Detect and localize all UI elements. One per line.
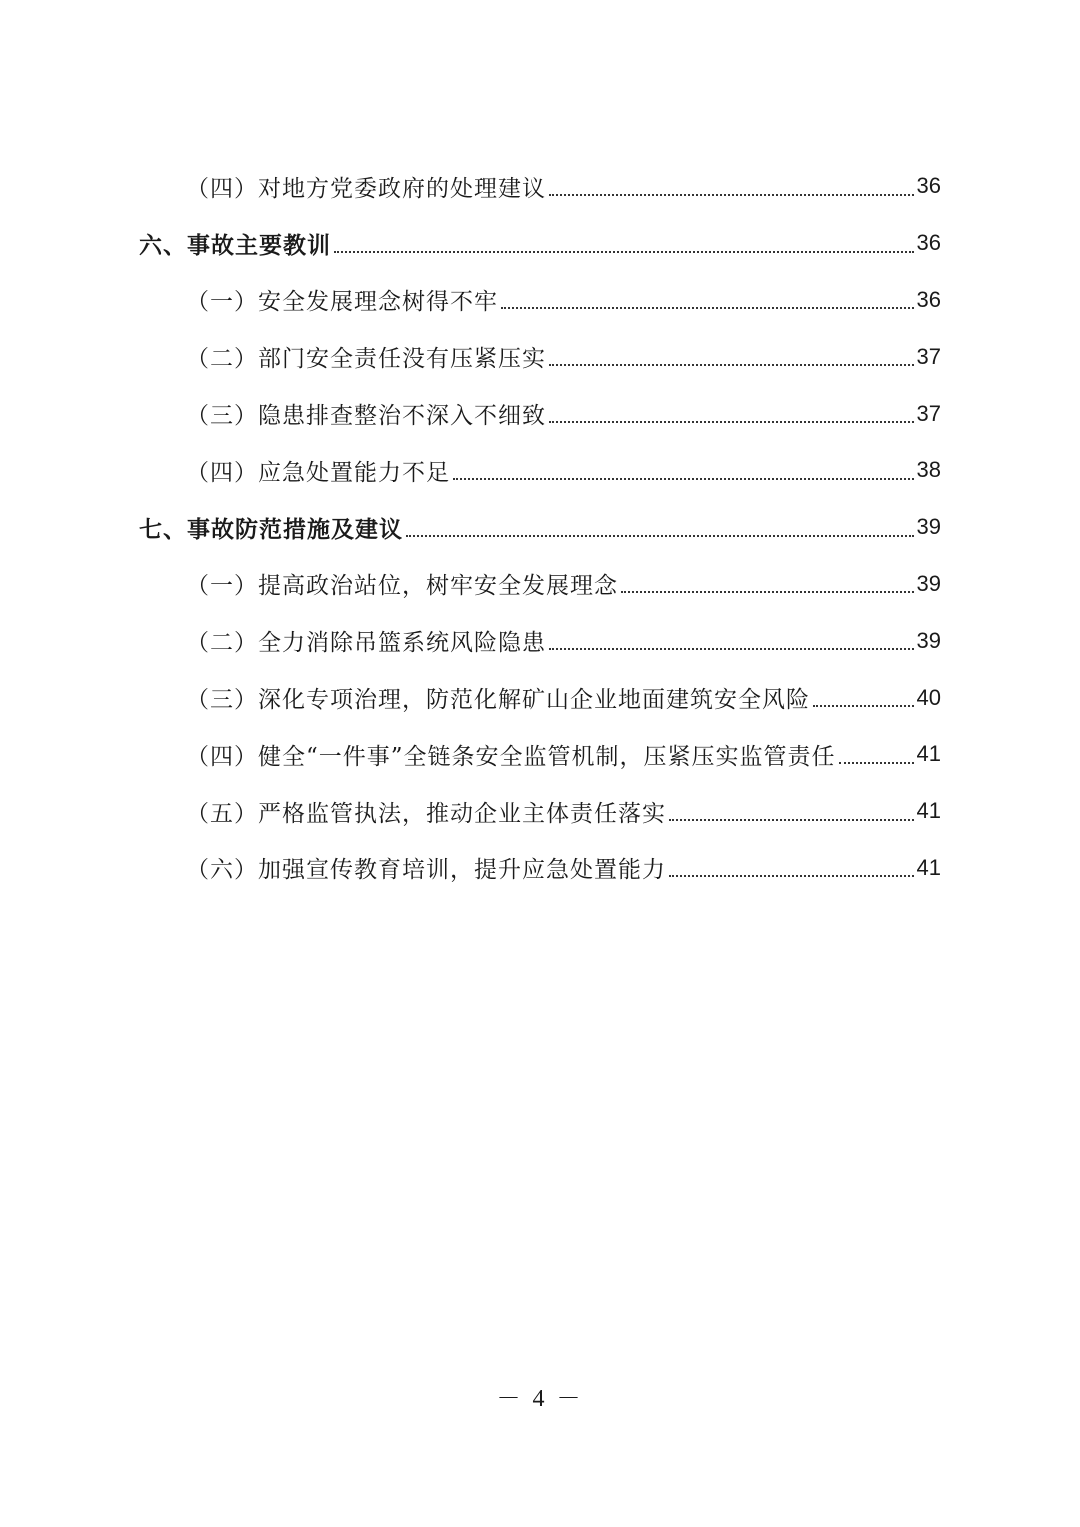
toc-entry-title: （三）隐患排查整治不深入不细致: [186, 403, 546, 430]
toc-dot-leader: [453, 478, 914, 480]
toc-entry-page: 40: [916, 684, 941, 710]
toc-section-title: 六、事故主要教训: [139, 232, 331, 259]
toc-entry-page: 38: [916, 457, 941, 483]
toc-entry[interactable]: [0, 726, 1080, 783]
toc-entry[interactable]: [0, 442, 1080, 499]
toc-entry-page: 39: [916, 514, 941, 540]
toc-dot-leader: [839, 762, 914, 764]
page-number: － 4 －: [496, 1386, 584, 1412]
toc-dot-leader: [549, 364, 914, 366]
toc-dot-leader: [549, 194, 914, 196]
toc-section-entry[interactable]: [0, 499, 1080, 556]
toc-entry-page: 36: [916, 286, 941, 312]
toc-entry-title: （四）对地方党委政府的处理建议: [186, 175, 546, 202]
toc-dot-leader: [334, 251, 914, 253]
toc-dot-leader: [549, 421, 914, 423]
toc-dot-leader: [621, 591, 914, 593]
toc-entry-page: 37: [916, 400, 941, 426]
toc-section-entry[interactable]: [0, 215, 1080, 272]
toc-entry-title: （六）加强宣传教育培训，提升应急处置能力: [186, 857, 666, 884]
toc-entry-title: （四）健全“一件事”全链条安全监管机制，压紧压实监管责任: [186, 743, 836, 770]
toc-entry-page: 36: [916, 173, 941, 199]
toc-dot-leader: [549, 648, 914, 650]
toc-entry[interactable]: [0, 783, 1080, 840]
toc-entry-page: 41: [916, 741, 941, 767]
toc-dot-leader: [501, 307, 914, 309]
toc-entry[interactable]: [0, 272, 1080, 329]
toc-entry[interactable]: [0, 385, 1080, 442]
toc-dot-leader: [669, 875, 914, 877]
toc-entry[interactable]: [0, 158, 1080, 215]
toc-entry-title: （四）应急处置能力不足: [186, 459, 450, 486]
toc-dot-leader: [406, 535, 914, 537]
toc-entry-page: 39: [916, 627, 941, 653]
toc-entry[interactable]: [0, 328, 1080, 385]
toc-entry-page: 36: [916, 230, 941, 256]
toc-entry-title: （三）深化专项治理，防范化解矿山企业地面建筑安全风险: [186, 687, 810, 714]
toc-entry-title: （一）安全发展理念树得不牢: [186, 289, 498, 316]
toc-entry-title: （二）全力消除吊篮系统风险隐患: [186, 630, 546, 657]
toc-entry[interactable]: [0, 556, 1080, 613]
toc-dot-leader: [669, 819, 914, 821]
toc-entry-title: （五）严格监管执法，推动企业主体责任落实: [186, 800, 666, 827]
toc-entry[interactable]: [0, 612, 1080, 669]
toc-entry-page: 39: [916, 570, 941, 596]
toc-entry[interactable]: [0, 840, 1080, 897]
toc-entry-page: 37: [916, 343, 941, 369]
toc-entry[interactable]: [0, 669, 1080, 726]
toc-entry-page: 41: [916, 854, 941, 880]
table-of-contents: [0, 158, 1080, 896]
toc-entry-title: （一）提高政治站位，树牢安全发展理念: [186, 573, 618, 600]
toc-entry-page: 41: [916, 798, 941, 824]
toc-entry-title: （二）部门安全责任没有压紧压实: [186, 346, 546, 373]
toc-section-title: 七、事故防范措施及建议: [139, 516, 403, 543]
toc-dot-leader: [813, 705, 914, 707]
